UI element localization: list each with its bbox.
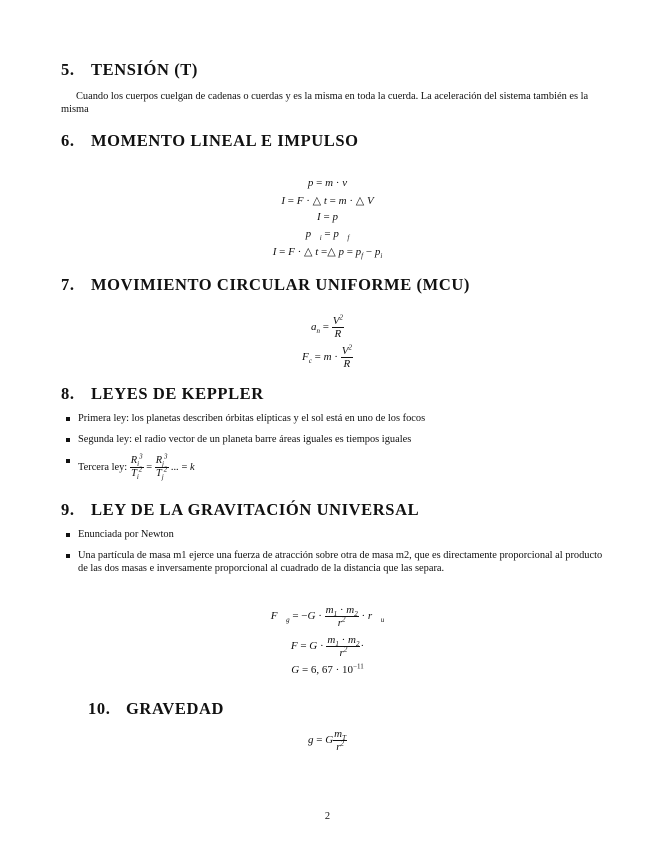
list-item: Tercera ley: $\frac{R_i^3}{T_i^2}$ = $\frac{R_j^3}{T_j^2}$ ... = k	[78, 454, 603, 482]
gravitation-list	[78, 528, 603, 575]
equation-gravitational-constant: G = 6, $67 \cdot 10^{-11}$	[291, 662, 364, 676]
section-number: 6.	[61, 131, 75, 150]
section-title: GRAVEDAD	[126, 699, 225, 718]
section-number: 5.	[61, 60, 75, 79]
section-6-heading	[61, 131, 359, 151]
list-item: Segunda ley: el radio vector de un planeta barre áreas iguales es tiempos iguales	[78, 433, 603, 446]
equation-gravity-acceleration: g = G $\frac{m_T}{r^2}$	[307, 728, 347, 753]
section-title: MOMENTO LINEAL E IMPULSO	[91, 131, 359, 150]
equation-impulse: I = F · △ t = m · △ V	[281, 195, 374, 207]
equation-third-law: $\frac{R_i^3}{T_i^2}$ = $\frac{R_j^3}{T_j^2}$ ... = k	[130, 452, 195, 482]
section-9-heading	[61, 500, 419, 520]
section-5-heading	[61, 60, 198, 80]
equation-impulse-equals-p: I = p	[317, 211, 338, 223]
equation-centripetal-accel: $a_n$ = $\frac{V^2}{R}$	[311, 313, 343, 340]
equation-conservation: $p⃗_i$ = $p⃗_f$	[305, 228, 350, 243]
list-item: Enunciada por Newton	[78, 528, 603, 541]
section-number: 8.	[61, 384, 75, 403]
section-number: 10.	[88, 699, 111, 718]
section-8-heading	[61, 384, 264, 404]
section-10-heading	[88, 699, 224, 719]
list-item: Primera ley: los planetas describen órbitas elípticas y el sol está en uno de los focos	[78, 412, 603, 425]
equation-gravity-force: F = G · $\frac{m_1 \cdot m_2}{r^2}$ ·	[290, 634, 365, 659]
section-title: MOVIMIENTO CIRCULAR UNIFORME (MCU)	[91, 275, 470, 294]
equation-gravity-vector: $F⃗_g = -G$ · $\frac{m_1 \cdot m_2}{r^2}$ · $r⃗_u$	[270, 604, 385, 629]
page-number: 2	[324, 811, 331, 822]
section-number: 9.	[61, 500, 75, 519]
equation-impulse-delta: I = F · △ t =△ $p = p_f - p_i$	[272, 246, 383, 261]
keppler-laws-list	[78, 412, 603, 482]
section-title: TENSIÓN (T)	[91, 60, 198, 79]
section-title: LEY DE LA GRAVITACIÓN UNIVERSAL	[91, 500, 420, 519]
section-7-heading	[61, 275, 470, 295]
list-item: Una partícula de masa m1 ejerce una fuerza de atracción sobre otra de masa m2, que es directamente proporcional al producto de las dos masas e inversamente proporcional al cuadrado de la distancia que las separa.	[78, 550, 603, 574]
section-title: LEYES DE KEPPLER	[91, 384, 264, 403]
equation-centripetal-force: $F_c = m$ · $\frac{V^2}{R}$	[302, 343, 352, 370]
section-5-paragraph: Cuando los cuerpos cuelgan de cadenas o cuerdas y es la misma en toda la cuerda. La aceleración del sistema también es la misma	[61, 91, 589, 115]
equation-momentum: p = m · v	[307, 177, 348, 189]
section-number: 7.	[61, 275, 75, 294]
